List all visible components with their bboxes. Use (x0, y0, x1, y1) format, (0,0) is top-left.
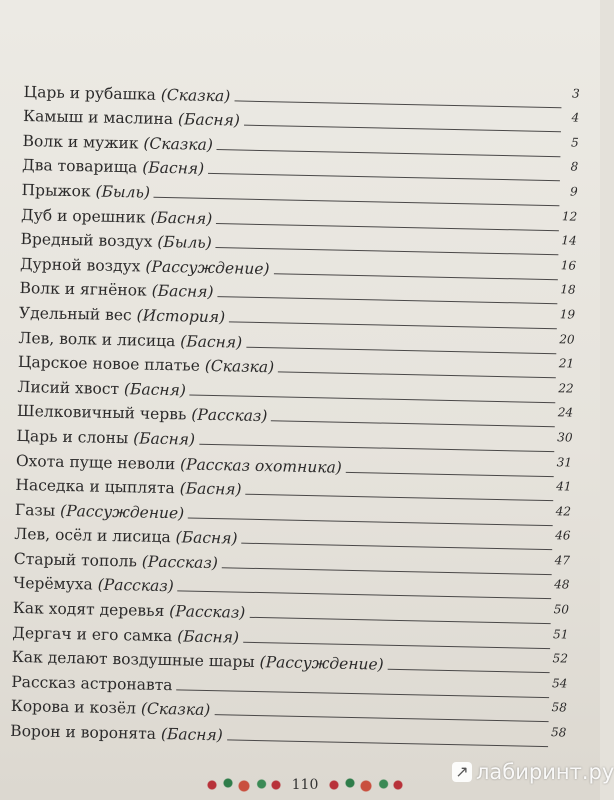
story-genre: (Рассказ охотника) (179, 454, 343, 477)
story-title: Рассказ астронавта (11, 672, 173, 695)
labirint-logo-icon: ↗ (452, 762, 472, 782)
story-title: Газы (14, 500, 56, 520)
toc-page-number: 47 (554, 553, 571, 568)
toc-page-number: 8 (570, 159, 579, 175)
story-genre: (История) (136, 306, 226, 327)
story-genre: (Рассуждение) (259, 653, 384, 674)
floral-ornament-right (326, 775, 406, 795)
story-title: Старый тополь (13, 549, 138, 571)
toc-page-number: 58 (550, 725, 567, 740)
leader-line (346, 471, 554, 476)
story-title: Дуб и орешник (20, 205, 146, 227)
story-title: Царь и слоны (16, 426, 129, 448)
story-genre: (Рассказ) (141, 552, 219, 573)
toc-page-number: 14 (561, 233, 577, 248)
toc-entry-title (10, 722, 225, 744)
story-title: Два товарища (21, 156, 138, 177)
watermark-text: лабиринт.ру (476, 760, 614, 784)
story-title: Камыш и маслина (22, 107, 174, 129)
story-title: Прыжок (21, 180, 91, 201)
story-genre: (Басня) (123, 379, 187, 400)
toc-page-number: 5 (570, 135, 579, 150)
toc-page-number: 19 (559, 307, 576, 322)
story-genre: (Басня) (160, 725, 223, 745)
story-title: Черёмуха (13, 574, 93, 595)
toc-page-number: 42 (555, 503, 572, 519)
story-genre: (Быль) (157, 232, 212, 253)
toc-page-number: 54 (551, 676, 568, 691)
story-genre: (Сказка) (140, 700, 211, 720)
story-title: Лисий хвост (17, 377, 120, 398)
story-title: Волк и ягнёнок (19, 279, 147, 300)
story-title: Наседка и цыплята (15, 476, 175, 498)
story-title: Корова и козёл (10, 697, 137, 718)
story-genre: (Басня) (177, 626, 240, 647)
story-title: Царское новое платье (17, 353, 201, 375)
story-genre: (Сказка) (160, 85, 231, 105)
toc-page-number: 51 (553, 626, 569, 642)
floral-ornament-left (204, 775, 284, 795)
toc-page-number: 12 (561, 208, 578, 224)
page-footer (190, 770, 420, 800)
story-genre: (Басня) (180, 331, 243, 352)
toc-page-number: 46 (555, 528, 571, 543)
toc-page-number: 18 (560, 282, 576, 297)
story-genre: (Басня) (151, 282, 214, 302)
story-genre: (Басня) (133, 429, 196, 449)
story-title: Шелковичный червь (16, 402, 187, 424)
toc-page-number: 21 (558, 356, 575, 371)
story-genre: (Басня) (175, 528, 238, 548)
story-genre: (Басня) (150, 208, 213, 228)
leader-line (388, 669, 550, 673)
story-title: Удельный вес (18, 303, 132, 325)
story-genre: (Басня) (179, 479, 242, 499)
toc-page-number: 4 (571, 110, 580, 125)
toc-page-number: 24 (557, 405, 574, 420)
story-title: Дергач и его самка (12, 623, 173, 645)
story-genre: (Быль) (95, 182, 151, 202)
toc-page-number: 41 (556, 479, 572, 494)
story-title: Лев, волк и лисица (18, 328, 176, 350)
toc-page-number: 52 (552, 651, 569, 666)
story-title: Ворон и воронята (10, 721, 157, 743)
toc-page-number: 16 (560, 258, 577, 273)
watermark (452, 760, 614, 784)
story-title: Царь и рубашка (23, 82, 157, 104)
story-title: Лев, осёл и лисица (14, 525, 171, 547)
story-title: Как ходят деревья (12, 598, 165, 621)
story-title: Вредный воздух (20, 230, 153, 251)
toc-page-number: 22 (558, 380, 574, 396)
story-genre: (Басня) (177, 110, 241, 130)
table-of-contents (10, 76, 580, 752)
story-genre: (Рассуждение) (59, 501, 185, 523)
story-genre: (Басня) (142, 158, 205, 179)
toc-page-number: 48 (554, 577, 570, 593)
story-genre: (Сказка) (143, 134, 214, 154)
toc-page-number: 9 (569, 184, 578, 199)
story-title: Охота пуще неволи (15, 451, 176, 473)
toc-page-number: 30 (557, 430, 573, 445)
story-genre: (Рассказ) (169, 602, 246, 622)
toc-page-number: 31 (556, 454, 573, 470)
story-genre: (Рассуждение) (145, 257, 270, 278)
story-genre: (Сказка) (204, 356, 275, 377)
toc-page-number: 20 (559, 331, 575, 347)
story-genre: (Рассказ) (97, 576, 174, 596)
toc-page-number: 50 (553, 602, 570, 617)
story-title: Волк и мужик (22, 131, 139, 153)
story-title: Дурной воздух (19, 254, 141, 276)
leader-line (227, 739, 548, 747)
toc-page-number: 58 (551, 700, 568, 715)
story-genre: (Рассказ) (191, 405, 268, 426)
toc-page-number: 3 (571, 86, 580, 101)
page-number: 110 (291, 777, 319, 793)
story-title: Как делают воздушные шары (11, 648, 255, 672)
